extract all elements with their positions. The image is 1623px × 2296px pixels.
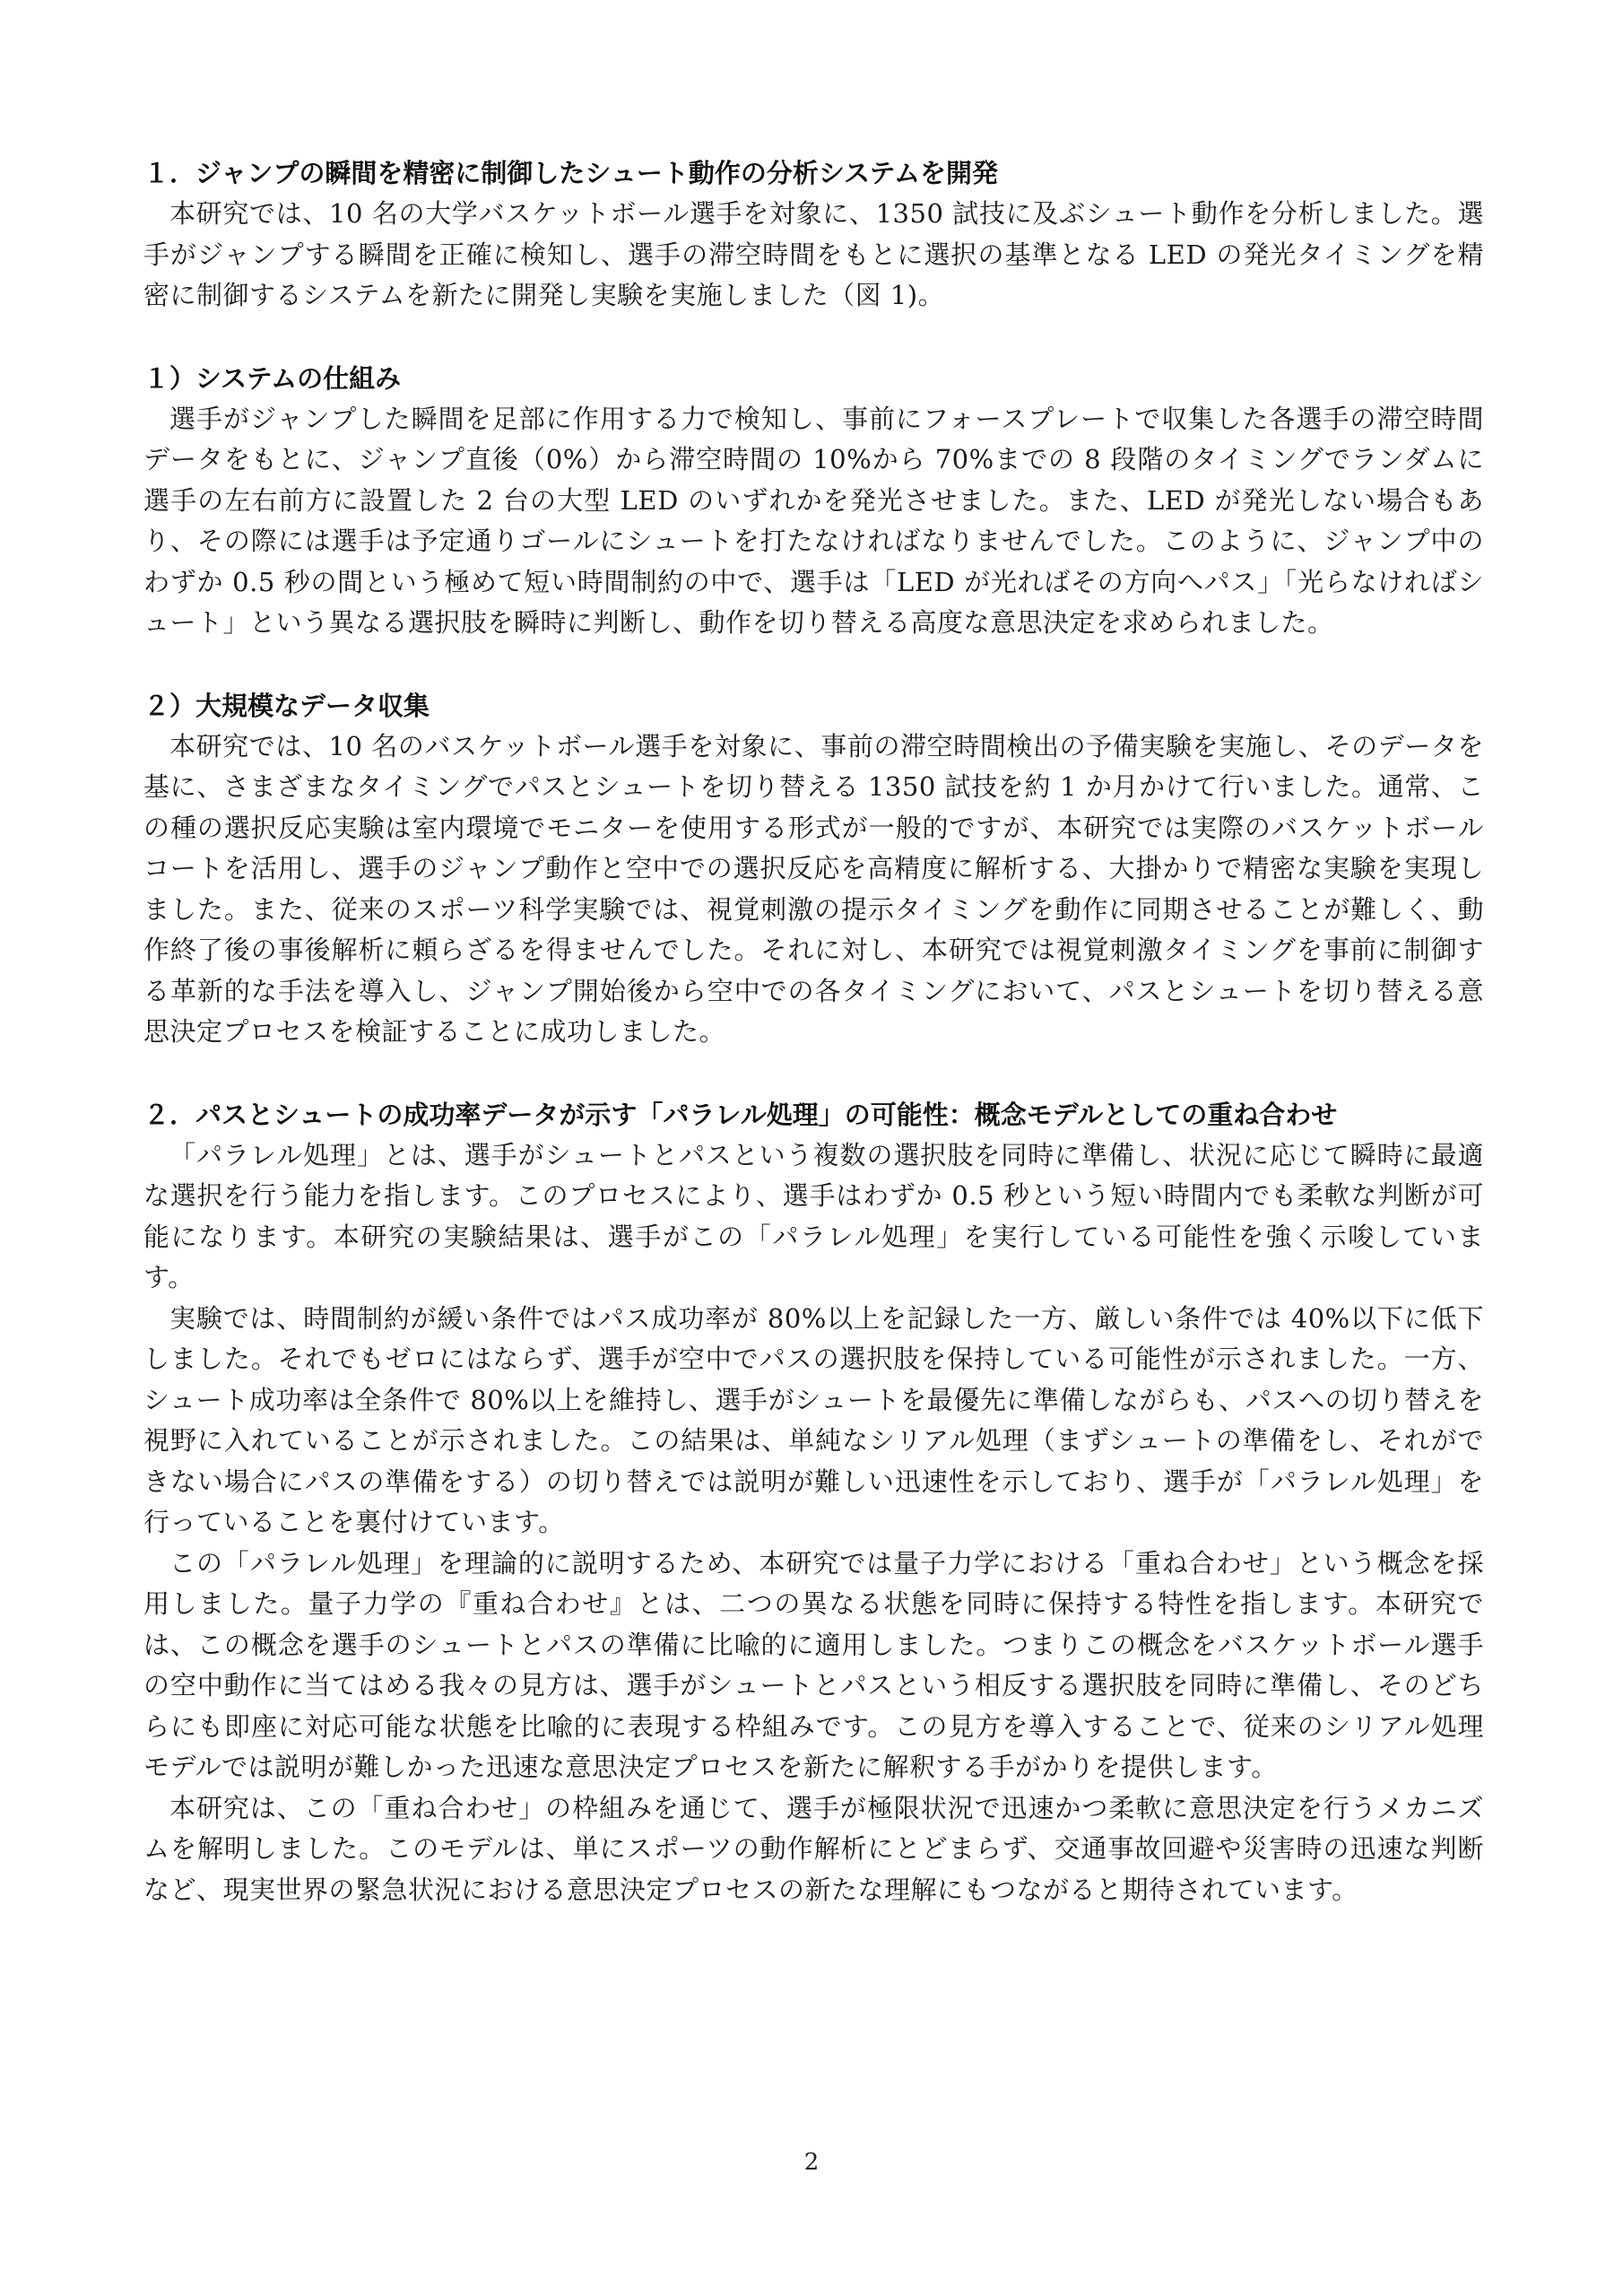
section-1-paragraph-1: 本研究では、10 名の大学バスケットボール選手を対象に、1350 試技に及ぶシュート動作を分析しました。選手がジャンプする瞬間を正確に検知し、選手の滞空時間をもとに選択の基準となる LED の発光タイミングを精密に制御するシステムを新たに開発し実験を実施しました（図 1)。 bbox=[143, 198, 1484, 310]
subsection-heading-data-collection: ２）大規模なデータ収集 bbox=[143, 690, 430, 721]
spacer bbox=[143, 1053, 1484, 1094]
spacer bbox=[143, 317, 1484, 358]
section-heading-2: ２．パスとシュートの成功率データが示す「パラレル処理」の可能性：概念モデルとしての重ね合わせ bbox=[143, 1099, 1338, 1130]
subsection-heading-system: １）システムの仕組み bbox=[143, 362, 402, 394]
section-2-paragraph-1: 「パラレル処理」とは、選手がシュートとパスという複数の選択肢を同時に準備し、状況に応じて瞬時に最適な選択を行う能力を指します。このプロセスにより、選手はわずか 0.5 秒という短い時間内でも柔軟な判断が可能になります。本研究の実験結果は、選手がこの「パラレル処理」を実行している可能性を強く示唆しています。 bbox=[143, 1139, 1484, 1292]
subsection-system-paragraph: 選手がジャンプした瞬間を足部に作用する力で検知し、事前にフォースプレートで収集した各選手の滞空時間データをもとに、ジャンプ直後（0%）から滞空時間の 10%から 70%までの 8 段階のタイミングでランダムに選手の左右前方に設置した 2 台の大型 LED のいずれかを発光させました。また、LED が発光しない場合もあり、その際には選手は予定通りゴールにシュートを打たなければなりませんでした。このように、ジャンプ中のわずか 0.5 秒の間という極めて短い時間制約の中で、選手は「LED が光ればその方向へパス」「光らなければシュート」という異なる選択肢を瞬時に判断し、動作を切り替える高度な意思決定を求められました。 bbox=[143, 403, 1484, 638]
section-2-paragraph-3: この「パラレル処理」を理論的に説明するため、本研究では量子力学における「重ね合わせ」という概念を採用しました。量子力学の『重ね合わせ』とは、二つの異なる状態を同時に保持する特性を指します。本研究では、この概念を選手のシュートとパスの準備に比喩的に適用しました。つまりこの概念をバスケットボール選手の空中動作に当てはめる我々の見方は、選手がシュートとパスという相反する選択肢を同時に準備し、そのどちらにも即座に対応可能な状態を比喩的に表現する枠組みです。この見方を導入することで、従来のシリアル処理モデルでは説明が難しかった迅速な意思決定プロセスを新たに解釈する手がかりを提供します。 bbox=[143, 1547, 1484, 1782]
subsection-data-collection-paragraph: 本研究では、10 名のバスケットボール選手を対象に、事前の滞空時間検出の予備実験を実施し、そのデータを基に、さまざまなタイミングでパスとシュートを切り替える 1350 試技を約 1 か月かけて行いました。通常、この種の選択反応実験は室内環境でモニターを使用する形式が一般的ですが、本研究では実際のバスケットボールコートを活用し、選手のジャンプ動作と空中での選択反応を高精度に解析する、大掛かりで精密な実験を実現しました。また、従来のスポーツ科学実験では、視覚刺激の提示タイミングを動作に同期させることが難しく、動作終了後の事後解析に頼らざるを得ませんでした。それに対し、本研究では視覚刺激タイミングを事前に制御する革新的な手法を導入し、ジャンプ開始後から空中での各タイミングにおいて、パスとシュートを切り替える意思決定プロセスを検証することに成功しました。 bbox=[143, 730, 1484, 1047]
page-number: 2 bbox=[803, 2149, 820, 2176]
section-2-paragraph-4: 本研究は、この「重ね合わせ」の枠組みを通じて、選手が極限状況で迅速かつ柔軟に意思決定を行うメカニズムを解明しました。このモデルは、単にスポーツの動作解析にとどまらず、交通事故回避や災害時の迅速な判断など、現実世界の緊急状況における意思決定プロセスの新たな理解にもつながると期待されています。 bbox=[143, 1792, 1484, 1905]
spacer bbox=[143, 644, 1484, 685]
section-heading-1: １．ジャンプの瞬間を精密に制御したシュート動作の分析システムを開発 bbox=[143, 158, 998, 188]
section-2-paragraph-2: 実験では、時間制約が緩い条件ではパス成功率が 80%以上を記録した一方、厳しい条件では 40%以下に低下しました。それでもゼロにはならず、選手が空中でパスの選択肢を保持している可能性が示されました。一方、シュート成功率は全条件で 80%以上を維持し、選手がシュートを最優先に準備しながらも、パスへの切り替えを視野に入れていることが示されました。この結果は、単純なシリアル処理（まずシュートの準備をし、それができない場合にパスの準備をする）の切り替えでは説明が難しい迅速性を示しており、選手が「パラレル処理」を行っていることを裏付けています。 bbox=[143, 1302, 1484, 1537]
